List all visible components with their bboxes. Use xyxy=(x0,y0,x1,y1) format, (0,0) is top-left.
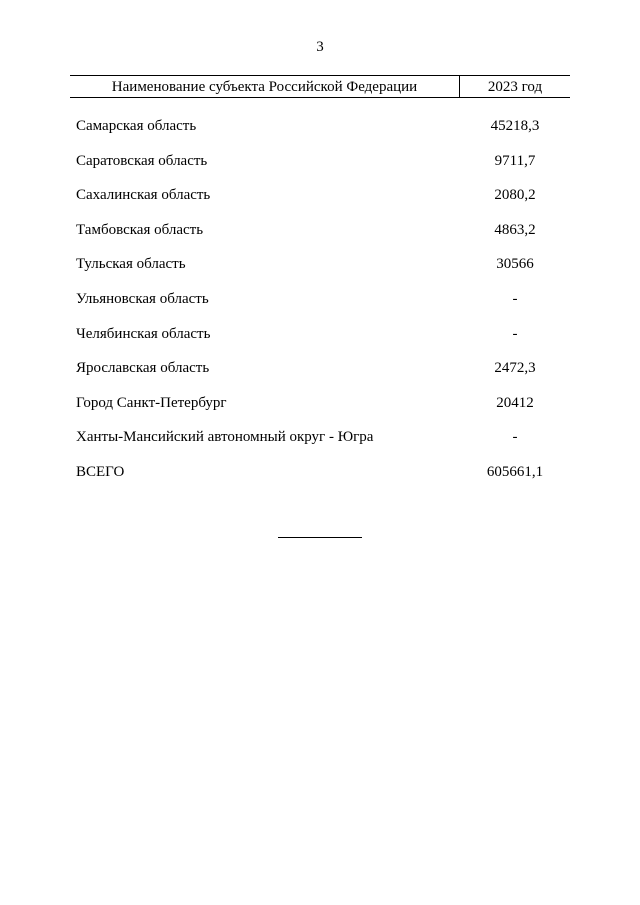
row-subject-name: Город Санкт-Петербург xyxy=(76,394,227,411)
table-body xyxy=(0,112,640,493)
row-subject-name: Тамбовская область xyxy=(76,221,204,238)
page-number: 3 xyxy=(316,39,324,55)
table-row xyxy=(0,285,640,320)
row-subject-name: Сахалинская область xyxy=(76,187,211,204)
row-value: - xyxy=(512,429,518,446)
table-row xyxy=(0,112,640,147)
row-value: 2472,3 xyxy=(494,360,536,377)
table-row xyxy=(0,147,640,182)
row-subject-name: Челябинская область xyxy=(76,325,211,342)
row-subject-name: Саратовская область xyxy=(76,152,208,169)
row-value: 4863,2 xyxy=(494,221,536,238)
row-total-value: 605661,1 xyxy=(486,463,544,480)
table-row-total xyxy=(0,458,640,493)
row-subject-name: Ульяновская область xyxy=(76,290,209,307)
row-subject-name: Ярославская область xyxy=(76,360,210,377)
row-subject-name: Самарская область xyxy=(76,118,197,134)
document-end-line xyxy=(278,537,362,538)
row-value: 30566 xyxy=(496,256,534,273)
column-header-subject: Наименование субъекта Российской Федерации xyxy=(111,79,418,95)
row-value: - xyxy=(512,325,518,342)
row-value: 45218,3 xyxy=(490,118,540,134)
table-row xyxy=(0,216,640,251)
table-header xyxy=(70,75,570,98)
row-value: 2080,2 xyxy=(494,187,536,204)
table-row xyxy=(0,354,640,389)
table-row xyxy=(0,320,640,355)
table-row xyxy=(0,423,640,458)
row-total-label: ВСЕГО xyxy=(76,463,125,480)
column-header-year: 2023 год xyxy=(487,79,543,95)
table-row xyxy=(0,389,640,424)
row-subject-name: Ханты-Мансийский автономный округ - Югра xyxy=(76,429,374,446)
row-value: 20412 xyxy=(496,394,534,411)
table-row xyxy=(0,250,640,285)
row-subject-name: Тульская область xyxy=(76,256,186,273)
row-value: 9711,7 xyxy=(494,152,536,169)
row-value: - xyxy=(512,290,518,307)
table-row xyxy=(0,181,640,216)
